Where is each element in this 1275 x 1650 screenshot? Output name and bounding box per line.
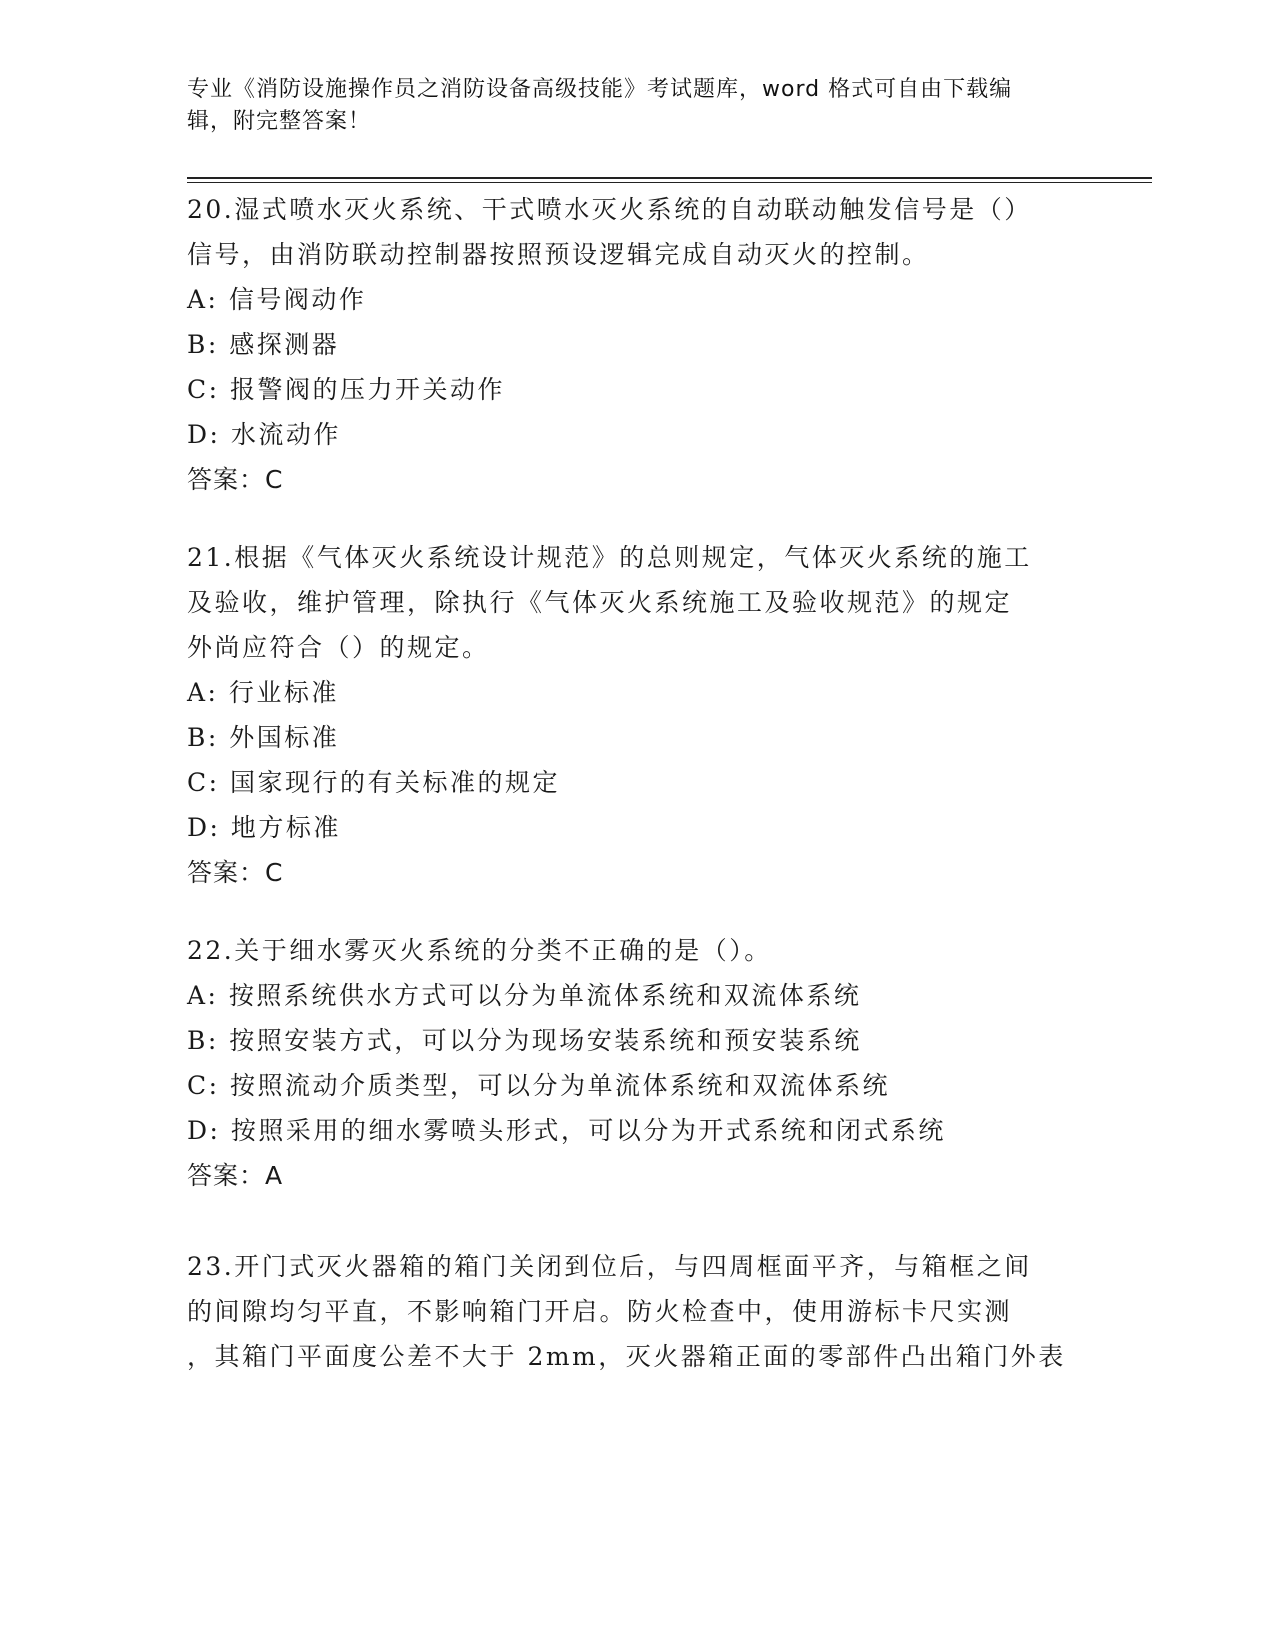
answer: 答案：A: [187, 1161, 284, 1190]
answer: 答案：C: [187, 465, 284, 494]
question-stem-line: 信号，由消防联动控制器按照预设逻辑完成自动灭火的控制。: [187, 240, 930, 269]
header-divider-thin: [187, 182, 1152, 183]
header-line-2: 辑，附完整答案！: [187, 109, 372, 134]
question-stem-line: 21.根据《气体灭火系统设计规范》的总则规定，气体灭火系统的施工: [187, 543, 1032, 572]
option-b: B: 感探测器: [187, 330, 340, 359]
option-c: C: 报警阀的压力开关动作: [187, 375, 505, 404]
question-stem-line: 20.湿式喷水灭火系统、干式喷水灭火系统的自动联动触发信号是（）: [187, 195, 1032, 224]
question-stem-line: 的间隙均匀平直，不影响箱门开启。防火检查中，使用游标卡尺实测: [187, 1297, 1013, 1326]
option-a: A: 按照系统供水方式可以分为单流体系统和双流体系统: [187, 981, 862, 1010]
option-d: D: 水流动作: [187, 420, 341, 449]
option-a: A: 信号阀动作: [187, 285, 367, 314]
header-divider-thick: [187, 177, 1152, 179]
option-a: A: 行业标准: [187, 678, 339, 707]
answer: 答案：C: [187, 858, 284, 887]
option-d: D: 地方标准: [187, 813, 341, 842]
document-header: [187, 74, 1067, 138]
option-c: C: 按照流动介质类型，可以分为单流体系统和双流体系统: [187, 1071, 891, 1100]
question-22: [187, 928, 1087, 1198]
option-c: C: 国家现行的有关标准的规定: [187, 768, 560, 797]
option-d: D: 按照采用的细水雾喷头形式，可以分为开式系统和闭式系统: [187, 1116, 946, 1145]
option-b: B: 外国标准: [187, 723, 340, 752]
question-23: [187, 1244, 1087, 1379]
option-b: B: 按照安装方式，可以分为现场安装系统和预安装系统: [187, 1026, 862, 1055]
question-stem-line: ，其箱门平面度公差不大于 2mm，灭火器箱正面的零部件凸出箱门外表: [187, 1342, 1066, 1371]
question-stem-line: 外尚应符合（）的规定。: [187, 633, 490, 662]
question-stem-line: 23.开门式灭火器箱的箱门关闭到位后，与四周框面平齐，与箱框之间: [187, 1252, 1032, 1281]
question-20: [187, 187, 1087, 502]
question-stem-line: 及验收，维护管理，除执行《气体灭火系统施工及验收规范》的规定: [187, 588, 1013, 617]
question-stem-line: 22.关于细水雾灭火系统的分类不正确的是（）。: [187, 936, 772, 965]
header-line-1: 专业《消防设施操作员之消防设备高级技能》考试题库，word 格式可自由下载编: [187, 77, 1013, 102]
question-21: [187, 535, 1087, 895]
